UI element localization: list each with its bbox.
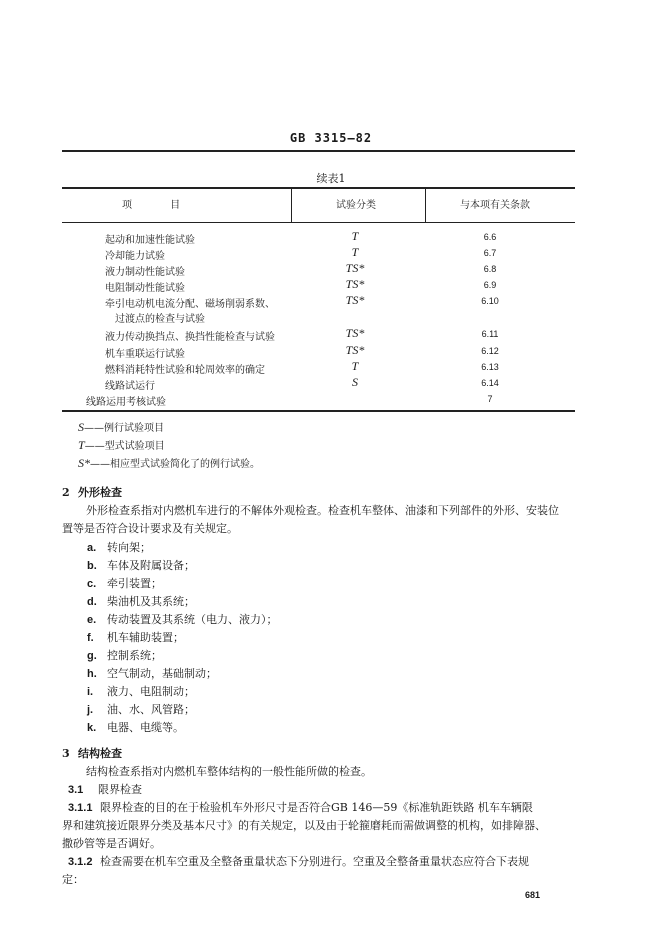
row-clause: 6.10 [481,296,499,306]
table-row [0,279,662,293]
section-number: 2 [62,486,70,499]
list-label: i. [87,686,94,698]
legend-symbol: S [78,420,84,434]
table-row [0,328,662,342]
table-row [0,263,662,277]
clause-number: 3.1.2 [68,856,93,868]
list-label: f. [87,632,94,644]
clause-number: 3.1.1 [68,802,93,814]
list-item [87,611,278,627]
row-item: 起动和加速性能试验 [105,235,195,246]
clause-3-1-1-line: 界和建筑接近限界分类及基本尺寸》的有关规定，以及由于轮箍磨耗而需做调整的机构，如排障器、 [62,819,546,832]
page-number: 681 [525,890,541,900]
legend-text: ——型式试验项目 [84,441,165,452]
table-row [0,231,662,245]
row-category: T [351,229,359,243]
clause-3-1-1-line [68,799,533,817]
row-item: 机车重联运行试验 [105,349,185,360]
subsection-number: 3.1 [68,784,84,796]
legend-line [78,419,164,435]
row-item: 线路试运行 [105,381,155,392]
row-clause: 6.7 [483,248,497,258]
row-clause: 6.6 [483,232,497,242]
table-row [0,345,662,359]
list-label: e. [87,614,97,626]
row-category: TS* [345,343,365,357]
legend-symbol: T [78,438,85,452]
row-clause: 6.12 [481,346,499,356]
column-header-item: 项 目 [122,200,181,211]
list-label: a. [87,542,97,554]
list-text: 转向架； [107,541,151,554]
list-text: 控制系统； [107,649,162,662]
row-clause: 6.9 [483,280,497,290]
section-2-heading [62,484,122,500]
table-top-rule [62,187,575,189]
list-text: 液力、电阻制动； [107,685,195,698]
list-text: 电器、电缆等。 [107,721,184,734]
row-category: TS* [345,277,365,291]
legend-line [78,437,165,453]
list-label: d. [87,596,97,608]
list-text: 机车辅助装置； [107,631,184,644]
list-item [87,557,195,573]
table-row [0,295,662,309]
legend-text: ——相应型式试验简化了的例行试验。 [90,459,260,470]
table-row [0,361,662,375]
row-category: T [351,245,359,259]
column-header-category: 试验分类 [336,200,376,211]
row-item: 液力制动性能试验 [105,267,185,278]
list-item [87,701,195,717]
row-clause: 6.11 [481,329,499,339]
list-text: 油、水、风管路； [107,703,195,716]
list-item [87,575,162,591]
subsection-title: 限界检查 [98,783,142,796]
row-category: T [351,359,359,373]
list-label: g. [87,650,97,662]
table-row [0,377,662,391]
section-2-paragraph: 置等是否符合设计要求及有关规定。 [62,522,238,535]
table-row [0,393,662,407]
row-item: 液力传动换挡点、换挡性能检查与试验 [105,332,275,343]
list-item [87,719,184,735]
row-item: 线路运用考核试验 [86,397,166,408]
table-row [0,247,662,261]
list-item [87,647,162,663]
table-col-divider [291,187,292,223]
list-text: 空气制动，基础制动； [107,667,217,680]
legend-symbol: S* [78,456,90,470]
list-item [87,629,184,645]
clause-3-1-1-line: 撒砂管等是否调好。 [62,837,161,850]
list-item [87,593,195,609]
list-label: k. [87,722,97,734]
subsection-3-1-heading [68,781,142,799]
column-header-clause: 与本项有关条款 [460,200,530,211]
row-item: 牵引电动机电流分配、磁场削弱系数、 [105,299,275,310]
row-clause: 7 [487,394,493,404]
section-2-paragraph: 外形检查系指对内燃机车进行的不解体外观检查。检查机车整体、油漆和下列部件的外形、安装位 [86,504,559,517]
section-title: 外形检查 [78,486,122,499]
table-row [0,310,662,324]
row-category: TS* [345,326,365,340]
row-category: TS* [345,261,365,275]
legend-text: ——例行试验项目 [84,423,164,434]
list-text: 传动装置及其系统（电力、液力）； [107,613,278,626]
table-col-divider [425,187,426,223]
row-item: 电阻制动性能试验 [105,283,185,294]
row-clause: 6.14 [481,378,499,388]
section-3-intro: 结构检查系指对内燃机车整体结构的一般性能所做的检查。 [86,765,372,778]
row-category: S [352,375,358,389]
row-item: 燃料消耗特性试验和轮周效率的确定 [105,365,265,376]
row-item: 过渡点的检查与试验 [115,314,205,325]
section-number: 3 [62,747,70,760]
section-3-heading [62,745,122,761]
clause-3-1-2-line: 定： [62,873,84,886]
list-item [87,539,151,555]
list-text: 车体及附属设备； [107,559,195,572]
list-text: 牵引装置； [107,577,162,590]
table-bottom-rule [62,410,575,412]
clause-text: 限界检查的目的在于检验机车外形尺寸是否符合GB 146—59《标准轨距铁路 机车车辆限 [100,801,533,814]
list-item [87,683,195,699]
clause-3-1-2-line [68,853,529,871]
clause-text: 检查需要在机车空重及全整备重量状态下分别进行。空重及全整备重量状态应符合下表规 [100,855,529,868]
row-clause: 6.13 [481,362,499,372]
list-label: j. [87,704,94,716]
section-title: 结构检查 [78,747,122,760]
table-header-rule [62,222,575,223]
list-label: h. [87,668,97,680]
legend-line [78,455,260,471]
row-item: 冷却能力试验 [105,251,165,262]
list-label: b. [87,560,97,572]
standard-number-header: GB 3315—82 [289,131,373,145]
header-rule [62,150,575,152]
list-item [87,665,217,681]
table-caption: 续表1 [316,172,346,185]
list-text: 柴油机及其系统； [107,595,195,608]
row-clause: 6.8 [483,264,497,274]
list-label: c. [87,578,97,590]
row-category: TS* [345,293,365,307]
